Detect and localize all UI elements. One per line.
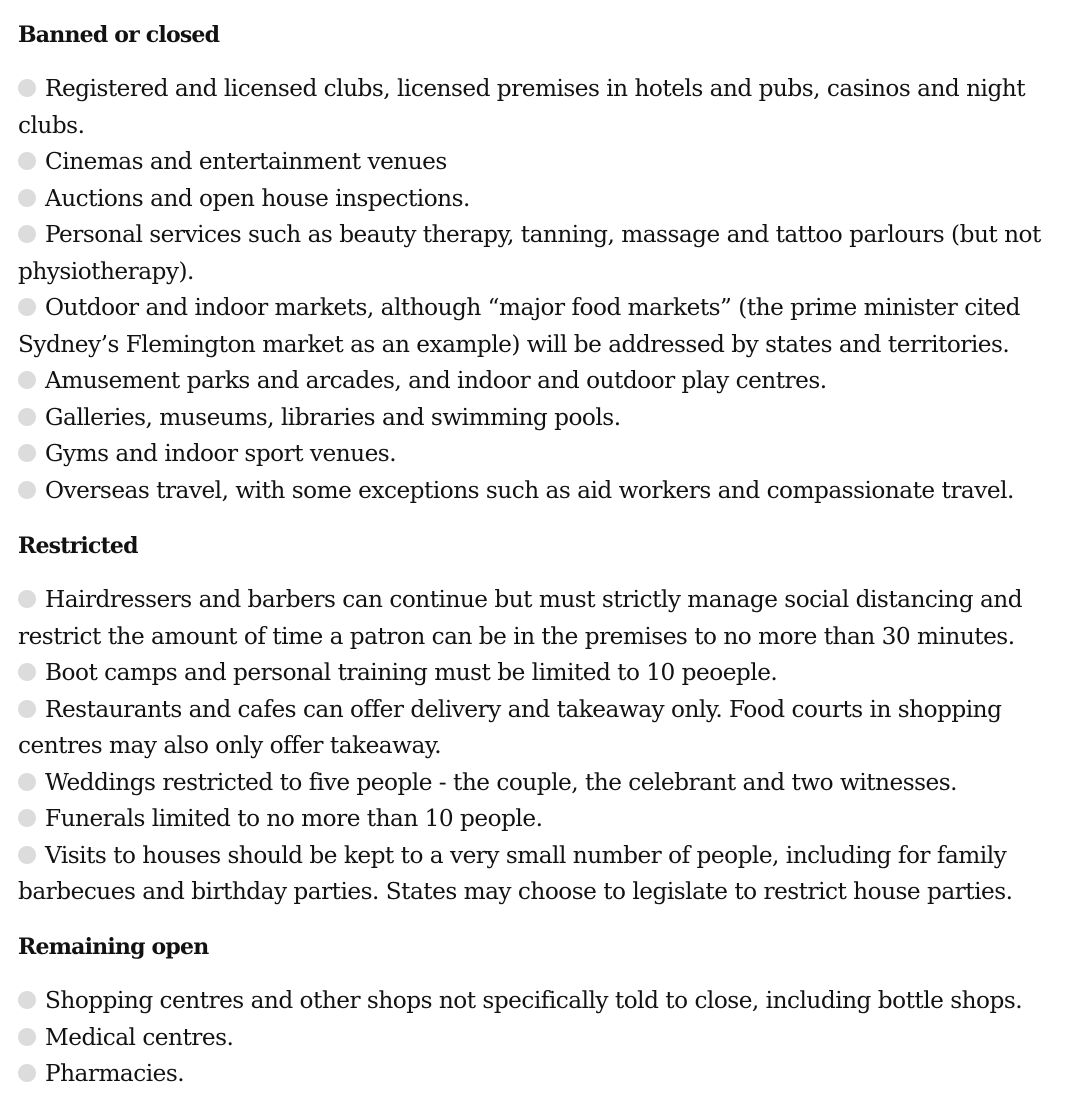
list-item (18, 765, 1063, 802)
list-item (18, 217, 1063, 290)
list-item (18, 1056, 1063, 1093)
bullet-dot-icon (18, 79, 36, 97)
list-item (18, 801, 1063, 838)
list-item-text: Overseas travel, with some exceptions such as aid workers and compassionate travel. (45, 476, 1014, 504)
list-item (18, 655, 1063, 692)
list-item-text: Hairdressers and barbers can continue but must strictly manage social distancing and restrict the amount of time a patron can be in the premises to no more than 30 minutes. (18, 586, 1023, 650)
bullet-dot-icon (18, 408, 36, 426)
bullet-dot-icon (18, 700, 36, 718)
list-item-text: Boot camps and personal training must be limited to 10 peoeple. (45, 659, 778, 686)
bullet-dot-icon (18, 1028, 36, 1046)
list-item-text: Weddings restricted to five people - the couple, the celebrant and two witnesses. (45, 768, 958, 796)
list-item-text: Cinemas and entertainment venues (45, 148, 447, 175)
list-item-text: Personal services such as beauty therapy, tanning, massage and tattoo parlours (but not physiotherapy). (18, 221, 1041, 285)
list-item (18, 181, 1063, 218)
list-banned (18, 71, 1063, 509)
list-item-text: Auctions and open house inspections. (45, 184, 470, 212)
list-item-text: Restaurants and cafes can offer delivery and takeaway only. Food courts in shopping centres may also only offer takeaway. (18, 695, 1002, 759)
list-item (18, 473, 1063, 510)
list-item-text: Pharmacies. (45, 1060, 185, 1087)
list-item-text: Galleries, museums, libraries and swimming pools. (45, 403, 621, 431)
list-item (18, 290, 1063, 363)
list-item-text: Visits to houses should be kept to a very small number of people, including for family barbecues and birthday parties. States may choose to legislate to restrict house parties. (18, 841, 1013, 905)
section-title-restricted: Restricted (18, 533, 138, 559)
list-item-text: Gyms and indoor sport venues. (45, 440, 397, 467)
bullet-dot-icon (18, 773, 36, 791)
list-item (18, 1020, 1063, 1057)
section-remaining-open (18, 932, 1063, 1093)
list-item (18, 400, 1063, 437)
bullet-dot-icon (18, 991, 36, 1009)
list-remaining-open (18, 983, 1063, 1093)
list-item (18, 983, 1063, 1020)
list-item (18, 692, 1063, 765)
list-item-text: Funerals limited to no more than 10 people. (45, 805, 543, 832)
list-item (18, 71, 1063, 144)
list-item-text: Medical centres. (45, 1023, 234, 1051)
section-banned-or-closed (18, 20, 1063, 509)
bullet-dot-icon (18, 444, 36, 462)
bullet-dot-icon (18, 189, 36, 207)
section-title-banned: Banned or closed (18, 22, 220, 48)
list-item-text: Shopping centres and other shops not specifically told to close, including bottle shops. (45, 987, 1023, 1014)
bullet-dot-icon (18, 663, 36, 681)
bullet-dot-icon (18, 846, 36, 864)
bullet-dot-icon (18, 225, 36, 243)
list-item (18, 838, 1063, 911)
bullet-dot-icon (18, 371, 36, 389)
bullet-dot-icon (18, 298, 36, 316)
bullet-dot-icon (18, 481, 36, 499)
list-item (18, 144, 1063, 181)
list-item-text: Registered and licensed clubs, licensed premises in hotels and pubs, casinos and night clubs. (18, 75, 1026, 139)
list-item-text: Outdoor and indoor markets, although “major food markets” (the prime minister cited Sydney’s Flemington market as an example) will be addressed by states and territories. (18, 294, 1021, 358)
bullet-dot-icon (18, 152, 36, 170)
list-item (18, 582, 1063, 655)
section-restricted (18, 531, 1063, 911)
list-item-text: Amusement parks and arcades, and indoor and outdoor play centres. (45, 367, 827, 394)
bullet-dot-icon (18, 809, 36, 827)
list-item (18, 436, 1063, 473)
list-restricted (18, 582, 1063, 911)
bullet-dot-icon (18, 590, 36, 608)
section-title-remaining-open: Remaining open (18, 934, 209, 960)
bullet-dot-icon (18, 1064, 36, 1082)
list-item (18, 363, 1063, 400)
